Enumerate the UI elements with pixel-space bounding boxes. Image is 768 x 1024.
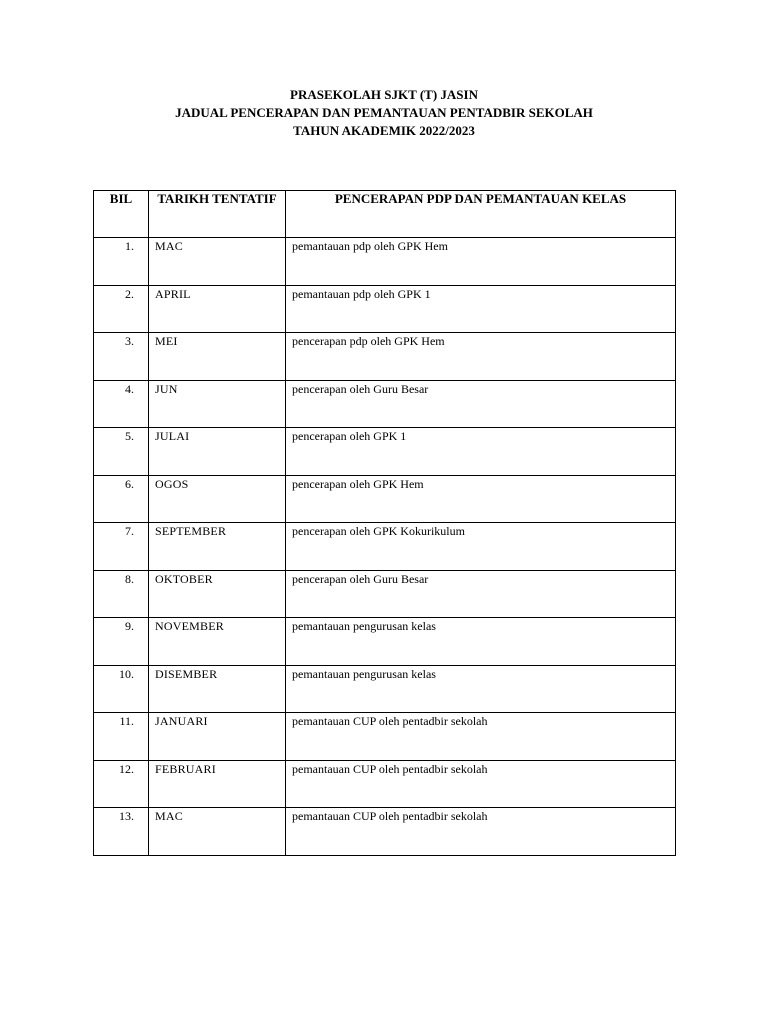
- school-name: PRASEKOLAH SJKT (T) JASIN: [290, 87, 478, 102]
- schedule-table: [93, 190, 676, 856]
- row-month: MEI: [149, 333, 286, 381]
- academic-year: TAHUN AKADEMIK 2022/2023: [293, 123, 475, 138]
- row-description: pemantauan pdp oleh GPK Hem: [286, 238, 676, 286]
- row-number: 10.: [94, 665, 149, 713]
- table-row: [94, 475, 676, 523]
- row-number: 2.: [94, 285, 149, 333]
- column-header-tarikh: TARIKH TENTATIF: [149, 191, 286, 238]
- table-header-row: [94, 191, 676, 238]
- row-description: pemantauan pengurusan kelas: [286, 665, 676, 713]
- row-month: APRIL: [149, 285, 286, 333]
- row-number: 9.: [94, 618, 149, 666]
- row-description: pencerapan pdp oleh GPK Hem: [286, 333, 676, 381]
- row-month: OGOS: [149, 475, 286, 523]
- row-description: pencerapan oleh GPK Kokurikulum: [286, 523, 676, 571]
- row-month: DISEMBER: [149, 665, 286, 713]
- row-month: NOVEMBER: [149, 618, 286, 666]
- row-number: 6.: [94, 475, 149, 523]
- row-number: 7.: [94, 523, 149, 571]
- row-description: pencerapan oleh GPK 1: [286, 428, 676, 476]
- table-row: [94, 523, 676, 571]
- row-description: pemantauan pengurusan kelas: [286, 618, 676, 666]
- row-description: pemantauan CUP oleh pentadbir sekolah: [286, 713, 676, 761]
- row-month: SEPTEMBER: [149, 523, 286, 571]
- table-row: [94, 570, 676, 618]
- row-number: 13.: [94, 808, 149, 856]
- table-row: [94, 380, 676, 428]
- column-header-desc: PENCERAPAN PDP DAN PEMANTAUAN KELAS: [286, 191, 676, 238]
- row-month: FEBRUARI: [149, 760, 286, 808]
- row-month: JUN: [149, 380, 286, 428]
- row-month: JANUARI: [149, 713, 286, 761]
- table-row: [94, 285, 676, 333]
- schedule-body: [94, 238, 676, 856]
- row-number: 1.: [94, 238, 149, 286]
- row-month: JULAI: [149, 428, 286, 476]
- table-row: [94, 618, 676, 666]
- row-number: 3.: [94, 333, 149, 381]
- row-number: 8.: [94, 570, 149, 618]
- row-description: pemantauan CUP oleh pentadbir sekolah: [286, 760, 676, 808]
- table-row: [94, 808, 676, 856]
- row-number: 11.: [94, 713, 149, 761]
- row-number: 12.: [94, 760, 149, 808]
- row-number: 5.: [94, 428, 149, 476]
- table-row: [94, 665, 676, 713]
- row-month: MAC: [149, 808, 286, 856]
- table-row: [94, 760, 676, 808]
- table-row: [94, 333, 676, 381]
- document-header: [0, 86, 768, 140]
- table-row: [94, 428, 676, 476]
- table-row: [94, 238, 676, 286]
- row-month: OKTOBER: [149, 570, 286, 618]
- row-description: pemantauan pdp oleh GPK 1: [286, 285, 676, 333]
- document-title: JADUAL PENCERAPAN DAN PEMANTAUAN PENTADBIR SEKOLAH: [175, 105, 593, 120]
- row-number: 4.: [94, 380, 149, 428]
- row-description: pencerapan oleh Guru Besar: [286, 570, 676, 618]
- row-description: pencerapan oleh Guru Besar: [286, 380, 676, 428]
- column-header-bil: BIL: [94, 191, 149, 238]
- row-description: pemantauan CUP oleh pentadbir sekolah: [286, 808, 676, 856]
- table-row: [94, 713, 676, 761]
- row-description: pencerapan oleh GPK Hem: [286, 475, 676, 523]
- row-month: MAC: [149, 238, 286, 286]
